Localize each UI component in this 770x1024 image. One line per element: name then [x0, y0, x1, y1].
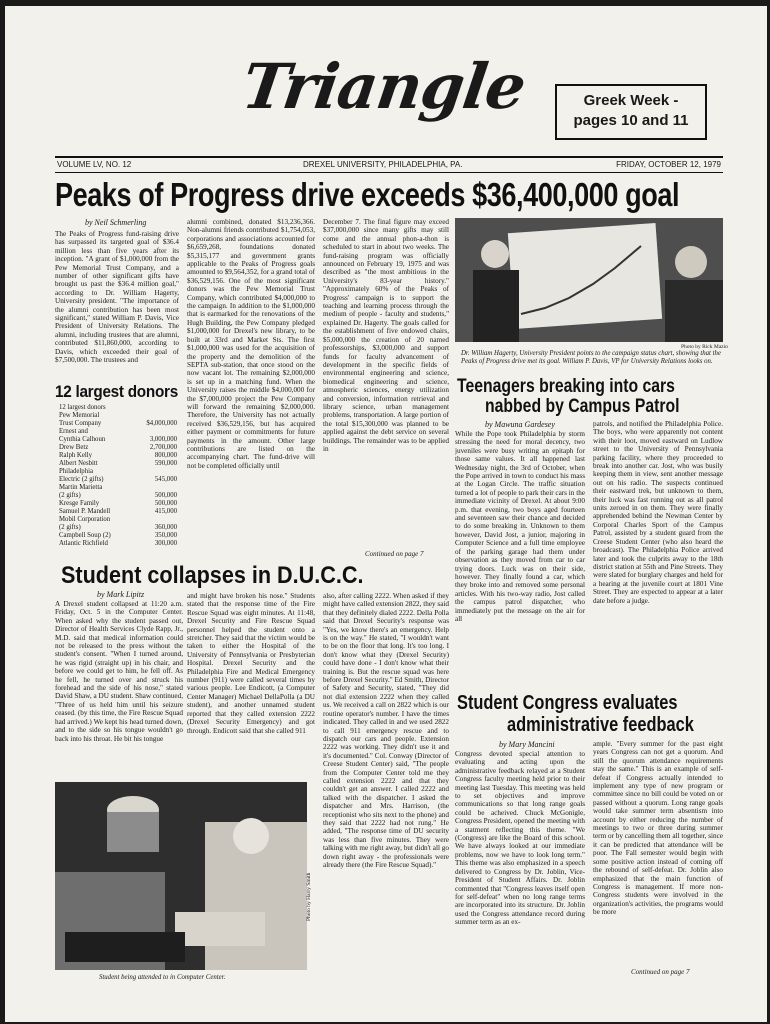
- collapse-photo-credit: Photo by Harry Smith: [306, 872, 312, 921]
- donor-row: [59, 508, 177, 516]
- donor-row: [59, 444, 177, 452]
- donor-name: Atlantic Richfield: [59, 540, 108, 547]
- donor-name: Campbell Soup (2): [59, 532, 111, 539]
- lead-col-3: December 7. The final figure may exceed $37,000,000 since many gifts may still come and the annual phon-a-thon is scheduled to start in about two weeks. The fund-raising program was officially announced on February 19, 1975 and was described as "the most ambitious in the University's 83-year history." "Approximately 60% of the Peaks of Progress' campaign is to support the teaching and learning process through the medium of people - faculty and students," explained Dr. Hagerty. The goals called for the establishment of five endowed chairs, $5,000,000 the creation of 20 named professorships, $3,000,000 and support funds for faculty advancement of development in the specific fields of environmental engineering and science, biomedical engineering and science, atmospheric sciences, energy utilization and conversion, information retrieval and library science, urban management problems, transportation. A large portion of the total $15,300,000 was planned to be applied against the debt service on several buildings. The remainder was to be applied in: [323, 218, 449, 453]
- collapse-photo-illustration: [55, 782, 307, 970]
- issue-date: FRIDAY, OCTOBER 12, 1979: [616, 160, 721, 169]
- collapse-headline: Student collapses in D.U.C.C.: [61, 562, 364, 589]
- donor-row: [59, 436, 177, 444]
- issue-bar: [55, 156, 723, 173]
- donor-amount: 2,700,000: [149, 444, 177, 451]
- donor-amount: 3,000,000: [149, 436, 177, 443]
- donor-row: [59, 428, 177, 436]
- donor-name: Mobil Corporation: [59, 516, 111, 523]
- donor-row: [59, 460, 177, 468]
- donor-amount: 360,000: [154, 524, 177, 531]
- donor-name: Pew Memorial: [59, 412, 100, 419]
- donor-name: Ernest and: [59, 428, 88, 435]
- donor-amount: $4,000,000: [146, 420, 177, 427]
- lead-headline: Peaks of Progress drive exceeds $36,400,000 goal: [55, 176, 680, 213]
- donor-row: [59, 452, 177, 460]
- teen-byline: by Mawuna Gardesey: [485, 420, 555, 429]
- donor-amount: 500,000: [154, 500, 177, 507]
- collapse-col-2: and might have broken his nose." Students stated that the response time of the Fire Rescue Squad was eight minutes. At 11:48, Drexel Security and Fire Rescue Squad personnel helped the student onto a stretcher. They said that the victim would be taken to either the Hospital of the University of Pennsylvania or Presbyterian Hospital. Drexel Security and the Philadelphia Fire and Medical Emergency number (911) were called several times by various people. Lee Endicott, (a Computer Center Manager) Michael DellaPolla (a DU student), and another unnamed student reported that they called extension 2222 (Drexel Security Emergency) and got through. Endicott said that she called 911: [187, 592, 315, 735]
- donors-heading: 12 largest donors: [55, 382, 178, 401]
- teen-col-2: patrols, and notified the Philadelphia Police. The boys, who were apparently not content with their loot, moved eastward on Ludlow street to the University of Pennsylvania parking facility, where they proceeded to break into another car. Jost, who was busily keeping them in view, sent another message out on his radio. The suspects continued their eastward trek, but unknown to them, their luck was fast running out as all patrol units zeroed in on them. They were finally apprehended behind the Newman Center by Corporal Charles Sport of the Campus Patrol, assisted by a student guard from the Creese Student Center (who also heard the broadcast). The Philadelphia Police arrived later and took the culprits away to the 18th district station at 55th and Pine Streets. They were slated for burglary charges and held for a hearing at the juvenile court at 1801 Vine Street. They are expected to appear at a later date before a judge.: [593, 420, 723, 605]
- donor-row: [59, 468, 177, 476]
- donor-amount: 415,000: [154, 508, 177, 515]
- donor-amount: 590,000: [154, 460, 177, 467]
- donor-amount: 545,000: [154, 476, 177, 483]
- donor-row: [59, 532, 177, 540]
- donor-name: (2 gifts): [59, 492, 81, 499]
- greek-week-line2: pages 10 and 11: [573, 112, 689, 129]
- greek-week-line1: Greek Week -: [583, 92, 679, 109]
- issue-school: DREXEL UNIVERSITY, PHILADELPHIA, PA.: [303, 160, 463, 169]
- donor-name: Cynthia Calhoun: [59, 436, 106, 443]
- donor-amount: 500,000: [154, 492, 177, 499]
- donor-row: [59, 420, 177, 428]
- collapse-photo-caption: Student being attended to in Computer Center.: [99, 974, 226, 981]
- donor-name: Philadelphia: [59, 468, 93, 475]
- donor-row: [59, 500, 177, 508]
- donor-row: [59, 412, 177, 420]
- congress-continued[interactable]: Continued on page 7: [631, 968, 690, 976]
- teen-headline-l2: nabbed by Campus Patrol: [485, 396, 680, 417]
- donor-list-title: 12 largest donors: [59, 404, 106, 411]
- donor-name: Electric (2 gifts): [59, 476, 104, 483]
- donor-name: Kresge Family: [59, 500, 100, 507]
- collapse-col-1: A Drexel student collapsed at 11:20 a.m. Friday, Oct. 5 in the Computer Center. When asked why the student passed out, Director of Health Services Clyde Rapp, Jr., M.D. said that medical information could not be released to the press without the student's consent. "When I turned around, he was rigid (straight up) in his chair, and before we could get to him, he fell off. As he fell, he turned over and struck his forehead and the side of his nose," stated David Shaw, a DU student. Shaw continued, "Three of us held him until his seizure ceased. (by this time, the Fire Rescue Squad had arrived.) We kept his head turned down, and to the side so his tongue wouldn't go back into his throat. He bit his tongue: [55, 600, 183, 743]
- donor-name: (2 gifts): [59, 524, 81, 531]
- lead-col-2: alumni combined, donated $13,236,366. Non-alumni friends contributed $1,754,053, corporations and associations accounted for $6,659,268, foundations donated $5,315,177 and government grants applicable to the Peaks of Progress goals amounted to $9,564,352, for a grand total of $36,529,156. One of the most significant donors was the Pew Memorial Trust Company, which contributed $4,000,000 to the campaign. In addition to the $1,000,000 that is earmarked for the renovations of the Hugh Building, the Pew Company pledged $1,000,000 for Drexel's new library, to be built at 33rd and Market Sts. The first $1,000,000 was used for the acquisition of the property and the demolition of the SEPTA sub-station, that once stood on the now vacant lot. The remaining $2,000,000 is set up in a matching fund. When the University raises the middle $4,000,000 for the $7,000,000 project the Pew Company will forward the remaining $2,000,000. Therefore, the University has not actually received $36,529,156, but has acquired either payment or commitments for future payments in the amount. Other large contributions are listed on the accompanying chart. The fund-drive will not be completed officially until: [187, 218, 315, 470]
- donor-amount: 800,000: [154, 452, 177, 459]
- lead-col-1: The Peaks of Progress fund-raising drive has surpassed its targeted goal of $36.4 million less than five years after its inception. "A grant of $1,000,000 from the Pew Memorial Trust Company, and a number of other significant gifts have brought us past the $36.4 million goal," according to Dr. William Hagerty, University president. "The importance of the alumni contribution has been most significant," stated William P. Davis, Vice President of University Relations. The alumni, including trustees that are alumni, contributed $11,860,000, according to Davis, which exceeded their goal of $7,500,000. The trustees and: [55, 230, 179, 365]
- congress-byline: by Mary Mancini: [499, 740, 555, 749]
- congress-col-1: Congress devoted special attention to evaluating and acting upon the administrative feedback relayed at a Student Congress faculty meeting held prior to their meeting last Tuesday. This meeting was held to set objectives and improve communications so that long range goals could be acheived. Chuck McGonigle, Congress President, opened the meeting with a statment reflecting this theme. "We (Congress) are like the Board of this school. We have always looked at our immediate problems, now we have to look long term." This theme was also emphasized in a speech delivered to Congress by Dr. Joblin, Vice-President of Student Affairs. Dr. Joblin commented that "Congress leaves itself open for self-defeat" when no long range terms are incorporated into its structure. Dr. Joblin used the Congress attendance record during summer term as an ex-: [455, 750, 585, 927]
- congress-headline-l1: Student Congress evaluates: [457, 692, 678, 714]
- issue-volume: VOLUME LV, NO. 12: [57, 160, 132, 169]
- donor-row: [59, 540, 177, 548]
- chart-photo-caption: Dr. William Hagerty, University President points to the campaign status chart, showing that the Peaks of Progress drive met its goal. William P. Davis, VP for University Relations looks on.: [461, 350, 721, 365]
- lead-continued[interactable]: Continued on page 7: [365, 550, 424, 558]
- collapse-photo: [55, 782, 307, 970]
- newspaper-page: [5, 6, 767, 1022]
- collapse-byline: by Mark Lipitz: [97, 590, 145, 599]
- teen-headline-l1: Teenagers breaking into cars: [457, 376, 675, 397]
- donor-name: Ralph Kelly: [59, 452, 93, 459]
- congress-headline-l2: administrative feedback: [507, 714, 694, 736]
- donor-amount: 350,000: [154, 532, 177, 539]
- greek-week-box[interactable]: [555, 84, 707, 140]
- teen-col-1: While the Pope took Philadelphia by storm stressing the need for moral decency, two juveniles were busy writing an epitaph for those same values. It all happened last Wednesday night, the 3rd of October, when the Pope arrived in town to conduct his mass at the Logan Circle. The traffic situation turned a lot of people to park their cars in the immediate vicinity of Drexel. At about 9:00 p.m. that evening, two boys aged fourteen and seventeen saw their chance and decided to do some breaking in. Unknown to them however, David Jost, a junior, majoring in Computer Science and a full time employee of the parking garage had them under observation as they moved from car to car trying doors. Luck was on their side, however. They finally found a car, which they broke into and removed some personal articles. With his two-way radio, Jost called the campus patrol dispatcher, who immediately put the message on the air for all: [455, 430, 585, 623]
- congress-col-2: ample. "Every summer for the past eight years Congress can not get a quorum. And still the quorum attendance requirements stay the same." This is an example of self-defeat if Congress actually intended to implement any type of new program or committee since no bill could be voted on or passed without a quorum. Long range goals would take summer term absentism into account by either reducing the number of meetings to two or three during summer term or by cancelling them all together, since it can be predicted that attendance will be poor. The Fall semester would begin with some positive action instead of coming off the rebound of self-defeat. Dr. Joblin also emphasized that the main function of Congress is management. If more non-Congress students were involved in the organization's activities, the programs would be more: [593, 740, 723, 917]
- lead-byline: by Neil Schmerling: [85, 218, 147, 227]
- donor-name: Samuel P. Mandell: [59, 508, 111, 515]
- donor-row: [59, 484, 177, 492]
- donor-name: Martin Marietta: [59, 484, 103, 491]
- donor-amount: 300,000: [154, 540, 177, 547]
- donor-row: [59, 516, 177, 524]
- donor-row: [59, 524, 177, 532]
- donor-name: Albert Nesbitt: [59, 460, 98, 467]
- chart-photo-illustration: [455, 218, 723, 342]
- chart-photo-credit: Photo by Rick Mazio: [681, 344, 728, 350]
- chart-photo: [455, 218, 723, 342]
- donor-name: Trust Company: [59, 420, 102, 427]
- donor-row: [59, 476, 177, 484]
- collapse-col-3: also, after calling 2222. When asked if they might have called extension 2822, they said that they definitely dialed 2222. Della Polla said that Drexel Security's response was "Yes, we know there's an emergency. Help is on the way." He stated, "I wouldn't want to be on the floor that long. It's too long. I don't know what they (Drexel Security) could have done - I don't know what their training is. But the rescue squad was here before Drexel Security." Ed Smith, Director of Safety and Security, stated, "They did not dial extension 2222 when they called us. We received a call on 2822 which is our routine operator's number. I have the times indicated. They called in and we used 2822 to call 911 emergency rescue and to dispatch our cars and people. Extension 2222 was working. They didn't use it and it's documented." Col. Conway (Director of Creese Student Center) said, "The people from the Computer Center told me they called extension 2222 and that they couldn't get an answer. I called 2222 and talked with the dispatcher. I asked the dispatcher and Mrs. Harrison, (the receptionist who sits next to the phone) and they said that 2222 had not rung." He added, "The response time of DU security was less than five minutes. They were talking with me right away, but didn't all go down right away - the professionals were already there (the Fire Rescue Squad).": [323, 592, 449, 869]
- donor-row: [59, 492, 177, 500]
- donor-name: Drew Betz: [59, 444, 89, 451]
- donor-list: [59, 404, 177, 548]
- masthead-title: Triangle: [237, 50, 530, 123]
